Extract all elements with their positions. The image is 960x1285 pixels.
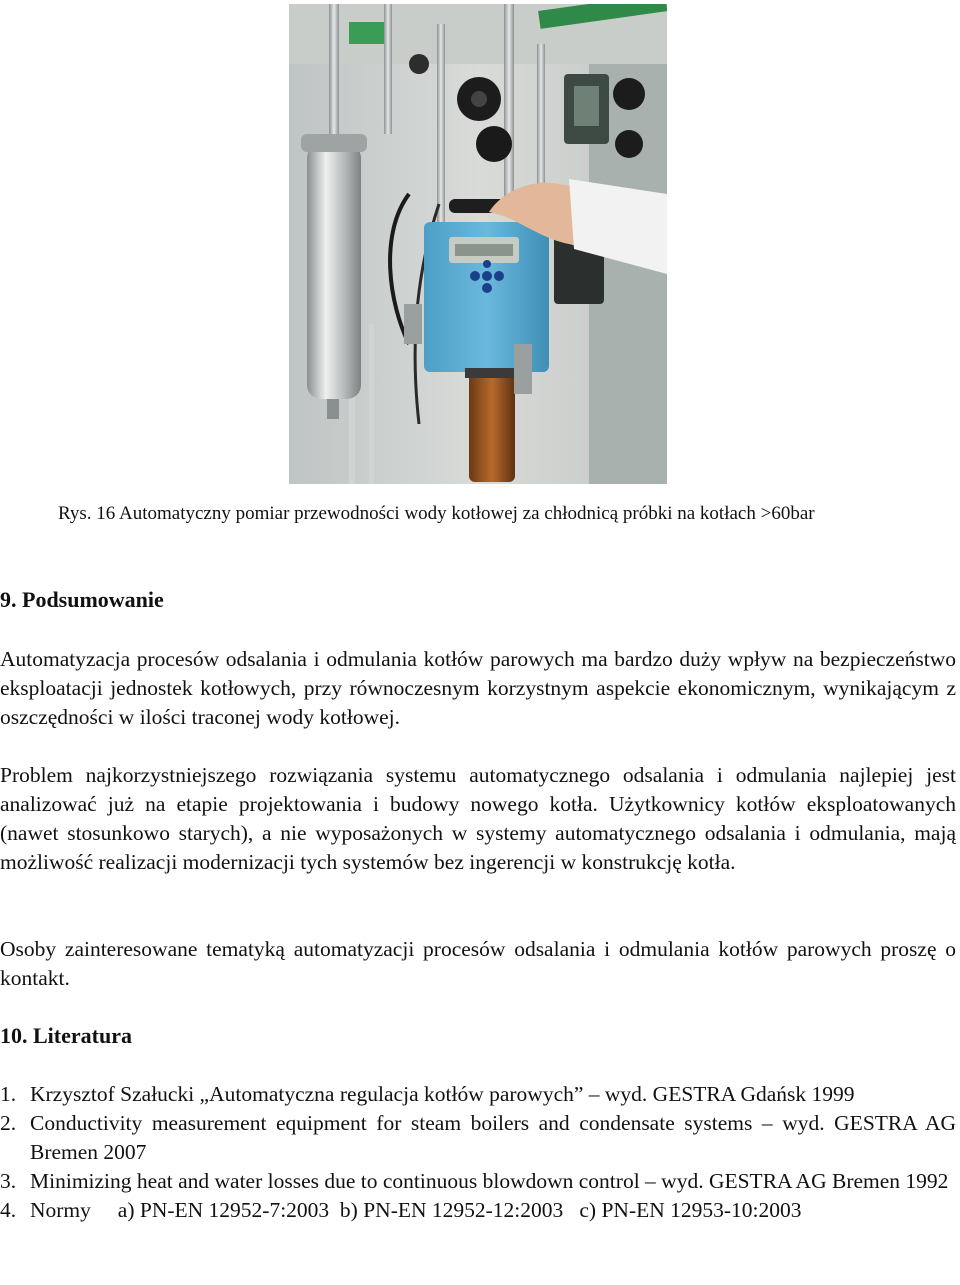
reference-number: 4.: [0, 1198, 17, 1222]
reference-text: Krzysztof Szałucki „Automatyczna regulacja kotłów parowych” – wyd. GESTRA Gdańsk 1999: [30, 1082, 855, 1106]
paragraph: Automatyzacja procesów odsalania i odmulania kotłów parowych ma bardzo duży wpływ na bezpieczeństwo eksploatacji jednostek kotłowych, przy równoczesnym korzystnym aspekcie ekonomicznym, wynikającym z oszczędności w ilości traconej wody kotłowej.: [0, 647, 956, 729]
figure-photo: [289, 4, 667, 484]
reference-text: Conductivity measurement equipment for steam boilers and condensate systems – wyd. GESTRA AG Bremen 2007: [30, 1111, 956, 1164]
conductivity-meter-photo: [289, 4, 667, 484]
reference-text: Normy a) PN-EN 12952-7:2003 b) PN-EN 12952-12:2003 c) PN-EN 12953-10:2003: [30, 1198, 802, 1222]
reference-text: Minimizing heat and water losses due to continuous blowdown control – wyd. GESTRA AG Bremen 1992: [30, 1169, 949, 1193]
paragraph: Problem najkorzystniejszego rozwiązania systemu automatycznego odsalania i odmulania najlepiej jest analizować już na etapie projektowania i budowy nowego kotła. Użytkownicy kotłów eksploatowanych (nawet stosunkowo starych), a nie wyposażonych w systemy automatycznego odsalania i odmulania, mają możliwość realizacji modernizacji tych systemów bez ingerencji w konstrukcję kotła.: [0, 763, 956, 874]
section-heading-summary: 9. Podsumowanie: [0, 587, 164, 612]
reference-number: 2.: [0, 1111, 17, 1135]
section-heading-literature: 10. Literatura: [0, 1023, 132, 1048]
figure-caption: Rys. 16 Automatyczny pomiar przewodności wody kotłowej za chłodnicą próbki na kotłach >60bar: [58, 503, 815, 524]
reference-number: 1.: [0, 1082, 17, 1106]
reference-item: [0, 1109, 956, 1167]
paragraph: Osoby zainteresowane tematyką automatyzacji procesów odsalania i odmulania kotłów parowych proszę o kontakt.: [0, 937, 956, 990]
reference-item: [0, 1080, 956, 1109]
reference-number: 3.: [0, 1169, 17, 1193]
reference-item: [0, 1167, 956, 1196]
reference-item: [0, 1196, 956, 1225]
reference-list: [0, 1080, 956, 1225]
